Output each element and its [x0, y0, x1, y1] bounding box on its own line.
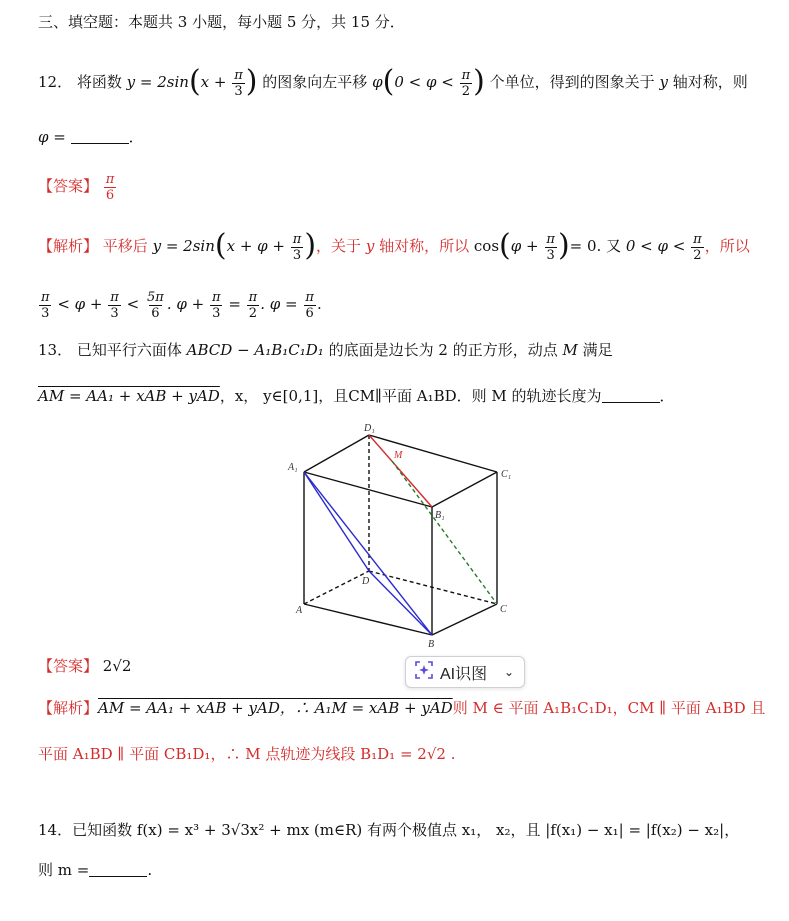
q13-condition: AM = AA₁ + xAB + yAD，x， y∈[0,1]，且CM∥平面 A₁BD．则 M 的轨迹长度为 ． [38, 387, 675, 405]
ai-recognize-button[interactable] [405, 656, 525, 688]
q13-answer: 【答案】 2√2 [38, 657, 132, 675]
parallelepiped-figure [282, 420, 522, 650]
label-D: D [362, 576, 370, 587]
section-title: 三、填空题：本题共 3 小题，每小题 5 分，共 15 分． [38, 13, 405, 31]
q14-blank[interactable] [89, 862, 147, 877]
segment-DB [369, 571, 432, 635]
q13-analysis-line2: 平面 A₁BD ∥ 平面 CB₁D₁，∴ M 点轨迹为线段 B₁D₁ = 2√2 . [38, 745, 456, 763]
q12-analysis: 【解析】 平移后 y = 2sin(x + φ + $\frac{\pi}{3}$ )，关于 y 轴对称，所以 cos(φ + $\frac{\pi}{3}$ )= 0. 又 0 < φ < $\frac{\pi}{2}$ ，所以 [38, 228, 750, 263]
edge-DC [369, 571, 497, 604]
label-A: A [296, 605, 303, 616]
segment-MC [392, 461, 497, 604]
label-D1: D₁ [364, 423, 375, 434]
q12-text-c: 个单位，得到的图象关于 [489, 73, 655, 91]
q12-func: y = 2sin [126, 73, 189, 91]
segment-A1B [304, 472, 432, 635]
q12-answer-fraction: $\frac{\pi}{6}$ [105, 171, 115, 203]
analysis-tag: 【解析】 [38, 237, 99, 255]
q12-answer [38, 166, 769, 206]
label-C: C [500, 604, 507, 615]
label-M: M [394, 450, 403, 461]
ai-button-label: AI识图 [440, 665, 488, 683]
q12-stem: 12． 将函数 y = 2sin(x + $\frac{\pi}{3}$ ) 的图象向左平移 φ(0 < φ < $\frac{\pi}{2}$ ) 个单位，得到的图象关于 y 轴对称，则 [38, 64, 748, 99]
q12-text-b: 的图象向左平移 [262, 73, 368, 91]
q12-blank-line: φ = ． [38, 128, 144, 146]
q12-text-d: 轴对称，则 [672, 73, 748, 91]
edge-BC [432, 604, 497, 635]
chevron-down-icon[interactable]: ⌄ [503, 665, 514, 679]
label-C1: C₁ [501, 469, 512, 480]
q13-blank[interactable] [602, 388, 660, 403]
ai-scan-icon [414, 660, 434, 685]
edge-AD [304, 571, 369, 604]
answer-tag: 【答案】 [38, 177, 99, 195]
edge-D1C1 [369, 435, 497, 472]
q12-number: 12． [38, 73, 73, 91]
q13-analysis: 【解析】AM = AA₁ + xAB + yAD，∴ A₁M = xAB + yAD则 M ∈ 平面 A₁B₁C₁D₁，CM ∥ 平面 A₁BD 且 [38, 699, 766, 717]
segment-D1B1 [369, 435, 432, 507]
edge-A1D1 [304, 435, 369, 472]
q14-stem: 14．已知函数 f(x) = x³ + 3√3x² + mx (m∈R) 有两个极值点 x₁， x₂，且 |f(x₁) − x₁| = |f(x₂) − x₂|， [38, 821, 740, 839]
q12-text-a: 将函数 [76, 73, 122, 91]
q12-blank[interactable] [71, 129, 129, 144]
label-A1: A₁ [288, 462, 298, 473]
q14-blank-line: 则 m = . [38, 861, 153, 879]
q12-blank-prefix: φ = [38, 128, 66, 146]
q13-stem: 13． 已知平行六面体 ABCD − A₁B₁C₁D₁ 的底面是边长为 2 的正方形，动点 M 满足 [38, 341, 613, 359]
q13-answer-value: 2√2 [102, 657, 132, 675]
label-B: B [428, 639, 435, 650]
label-B1: B₁ [435, 510, 445, 521]
edge-AB [304, 604, 432, 635]
q12-analysis-line2: $\frac{\pi}{3}$ < φ + $\frac{\pi}{3}$ < $\frac{5\pi}{6}$ . φ + $\frac{\pi}{3}$ = $\frac{\pi}{2}$ . φ = $\frac{\pi}{6}$ . [41, 289, 322, 321]
edge-B1C1 [432, 472, 497, 507]
